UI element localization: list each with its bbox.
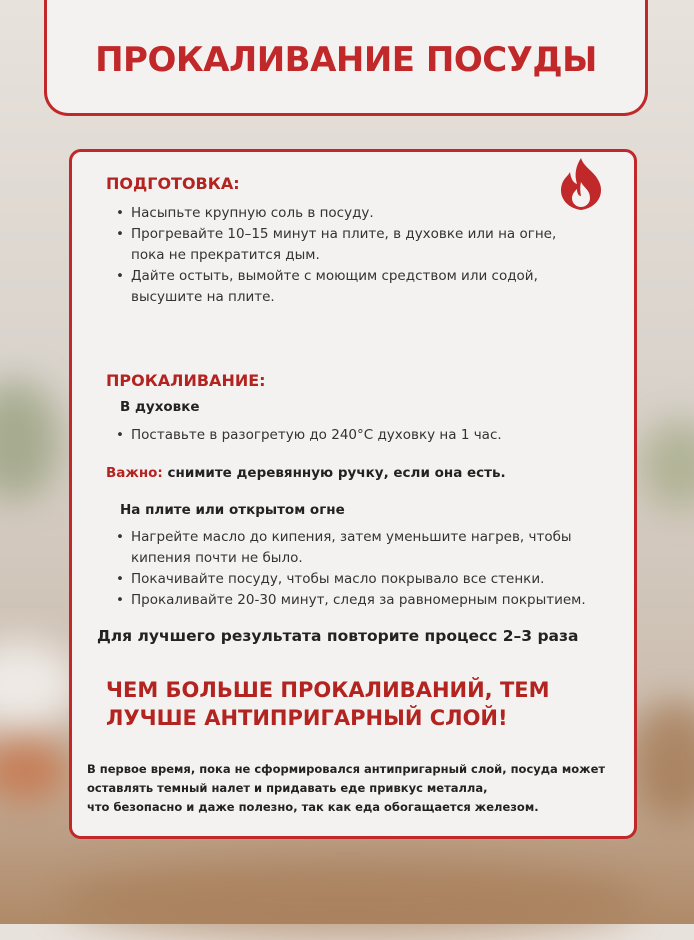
list-item: • Насыпьте крупную соль в посуду. (116, 203, 556, 224)
repeat-note: Для лучшего результата повторите процесс 2–3 раза (97, 627, 579, 645)
list-item: • Прогревайте 10–15 минут на плите, в духовке или на огне, (116, 224, 556, 245)
list-item: кипения почти не было. (131, 550, 303, 566)
stove-list (116, 527, 586, 611)
list-item: пока не прекратится дым. (131, 247, 320, 263)
background-blur-left-green (0, 380, 60, 500)
page-title: ПРОКАЛИВАНИЕ ПОСУДЫ (95, 39, 597, 80)
list-item: • Поставьте в разогретую до 240°C духовку на 1 час. (116, 425, 502, 446)
footer-line-1: В первое время, пока не сформировался антипригарный слой, посуда может (87, 762, 606, 776)
list-item: высушите на плите. (131, 289, 275, 305)
background-blur-left-plate (0, 640, 80, 730)
important-note (106, 465, 506, 481)
prep-heading: ПОДГОТОВКА: (106, 174, 240, 193)
title-banner (44, 0, 648, 116)
footer-line-3: что безопасно и даже полезно, так как еда обогащается железом. (87, 800, 539, 814)
background-blur-left-food (0, 740, 70, 800)
footer-note (87, 760, 605, 817)
prep-list (116, 203, 556, 308)
highlight-text (106, 676, 550, 732)
important-label: Важно: (106, 465, 163, 481)
background-blur-bottom-table (60, 860, 640, 940)
important-text: снимите деревянную ручку, если она есть. (167, 465, 506, 481)
calcination-heading: ПРОКАЛИВАНИЕ: (106, 371, 266, 390)
highlight-line-2: ЛУЧШЕ АНТИПРИГАРНЫЙ СЛОЙ! (106, 706, 508, 730)
content-card (69, 149, 637, 839)
list-item: • Дайте остыть, вымойте с моющим средством или содой, (116, 266, 556, 287)
oven-list (116, 425, 502, 446)
flame-icon (556, 156, 606, 212)
background-blur-right-green (640, 420, 694, 510)
background-blur-right-food (630, 700, 694, 820)
stove-subheading: На плите или открытом огне (120, 502, 345, 518)
highlight-line-1: ЧЕМ БОЛЬШЕ ПРОКАЛИВАНИЙ, ТЕМ (106, 678, 550, 702)
oven-subheading: В духовке (120, 399, 200, 415)
list-item: • Прокаливайте 20-30 минут, следя за равномерным покрытием. (116, 590, 586, 611)
list-item: • Покачивайте посуду, чтобы масло покрывало все стенки. (116, 569, 586, 590)
list-item: • Нагрейте масло до кипения, затем уменьшите нагрев, чтобы (116, 527, 586, 548)
footer-line-2: оставлять темный налет и придавать еде привкус металла, (87, 781, 488, 795)
